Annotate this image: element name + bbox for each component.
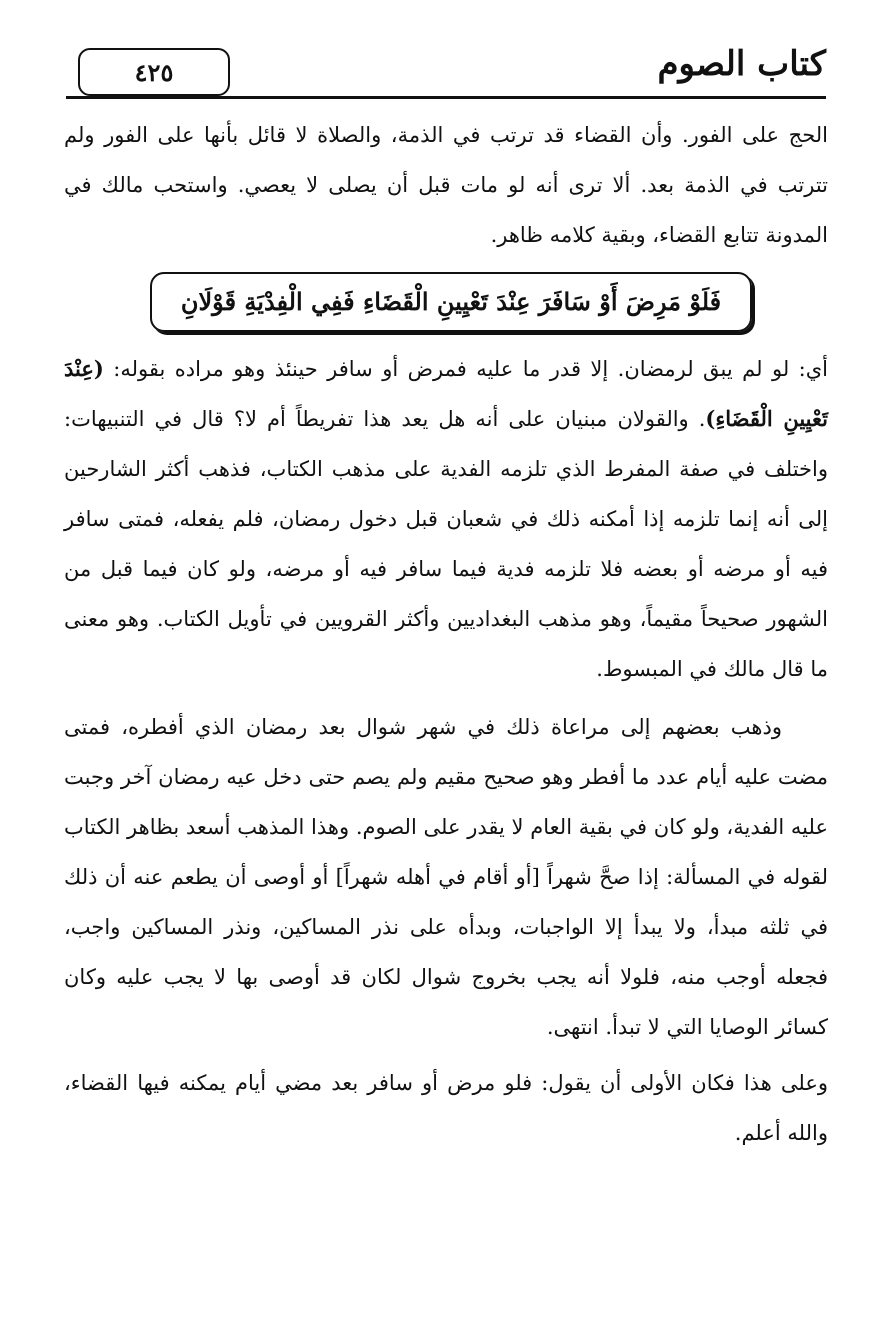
header-rule [66, 96, 826, 99]
page-number: ٤٢٥ [134, 57, 174, 87]
matn-quote: (عِنْدَ تَعْيِينِ الْقَضَاءِ) [64, 356, 828, 431]
page-header [66, 42, 826, 100]
page-number-box [78, 48, 230, 96]
book-title: كتاب الصوم [657, 44, 826, 84]
intro-paragraph: الحج على الفور. وأن القضاء قد ترتب في الذمة، والصلاة لا قائل بأنها على الفور ولم تترتب في الذمة بعد. ألا ترى أنه لو مات قبل أن يصلى لا يعصي. واستحب مالك في المدونة تتابع القضاء، وبقية كلامه ظاهر. [64, 123, 828, 247]
matn-text: فَلَوْ مَرِضَ أَوْ سَافَرَ عِنْدَ تَعْيِينِ الْقَضَاءِ فَفِي الْفِدْيَةِ قَوْلَانِ [180, 287, 722, 316]
page-body [64, 110, 828, 1158]
dhahaba-paragraph: وذهب بعضهم إلى مراعاة ذلك في شهر شوال بعد رمضان الذي أفطره، فمتى مضت عليه أيام عدد ما أفطر وهو صحيح مقيم ولم يصم حتى دخل عيه رمضان آخر وجبت عليه الفدية، ولو كان في بقية العام لا يقدر على الصوم. وهذا المذهب أسعد بظاهر الكتاب لقوله في المسألة: إذا صحَّ شهراً [أو أقام في أهله شهراً] أو أوصى أن يطعم عنه أن ذلك في ثلثه مبدأ، ولا يبدأ إلا الواجبات، وبدأه على نذر المساكين، ونذر المساكين واجب، فجعله أوجب منه، فلولا أنه يجب بخروج شوال لكان قد أوصى بها لا يجب عليه وكان كسائر الوصايا التي لا تبدأ. انتهى. [64, 715, 829, 1039]
matn-box [150, 272, 752, 332]
sharh-part1: أي: لو لم يبق لرمضان. إلا قدر ما عليه فمرض أو سافر حينئذ وهو مراده بقوله: [113, 357, 828, 381]
sharh-part2: . والقولان مبنيان على أنه هل يعد هذا تفريطاً أم لا؟ قال في التنبيهات: واختلف في صفة المفرط الذي تلزمه الفدية على مذهب الكتاب، فذهب أكثر الشارحين إلى أنه إنما تلزمه إذا أمكنه ذلك في شعبان قبل دخول رمضان، فلم يفعله، فمتى سافر فيه أو مرضه أو بعضه فلا تلزمه فدية فيما سافر فيه أو مرضه، ولو كان فيما قبل من الشهور صحيحاً مقيماً، وهو مذهب البغداديين وأكثر القرويين في تأويل الكتاب. وهو معنى ما قال مالك في المبسوط. [64, 407, 828, 681]
conclusion-paragraph: وعلى هذا فكان الأولى أن يقول: فلو مرض أو سافر بعد مضي أيام يمكنه فيها القضاء، والله أعلم. [64, 1071, 828, 1145]
sharh-paragraph [64, 344, 828, 694]
